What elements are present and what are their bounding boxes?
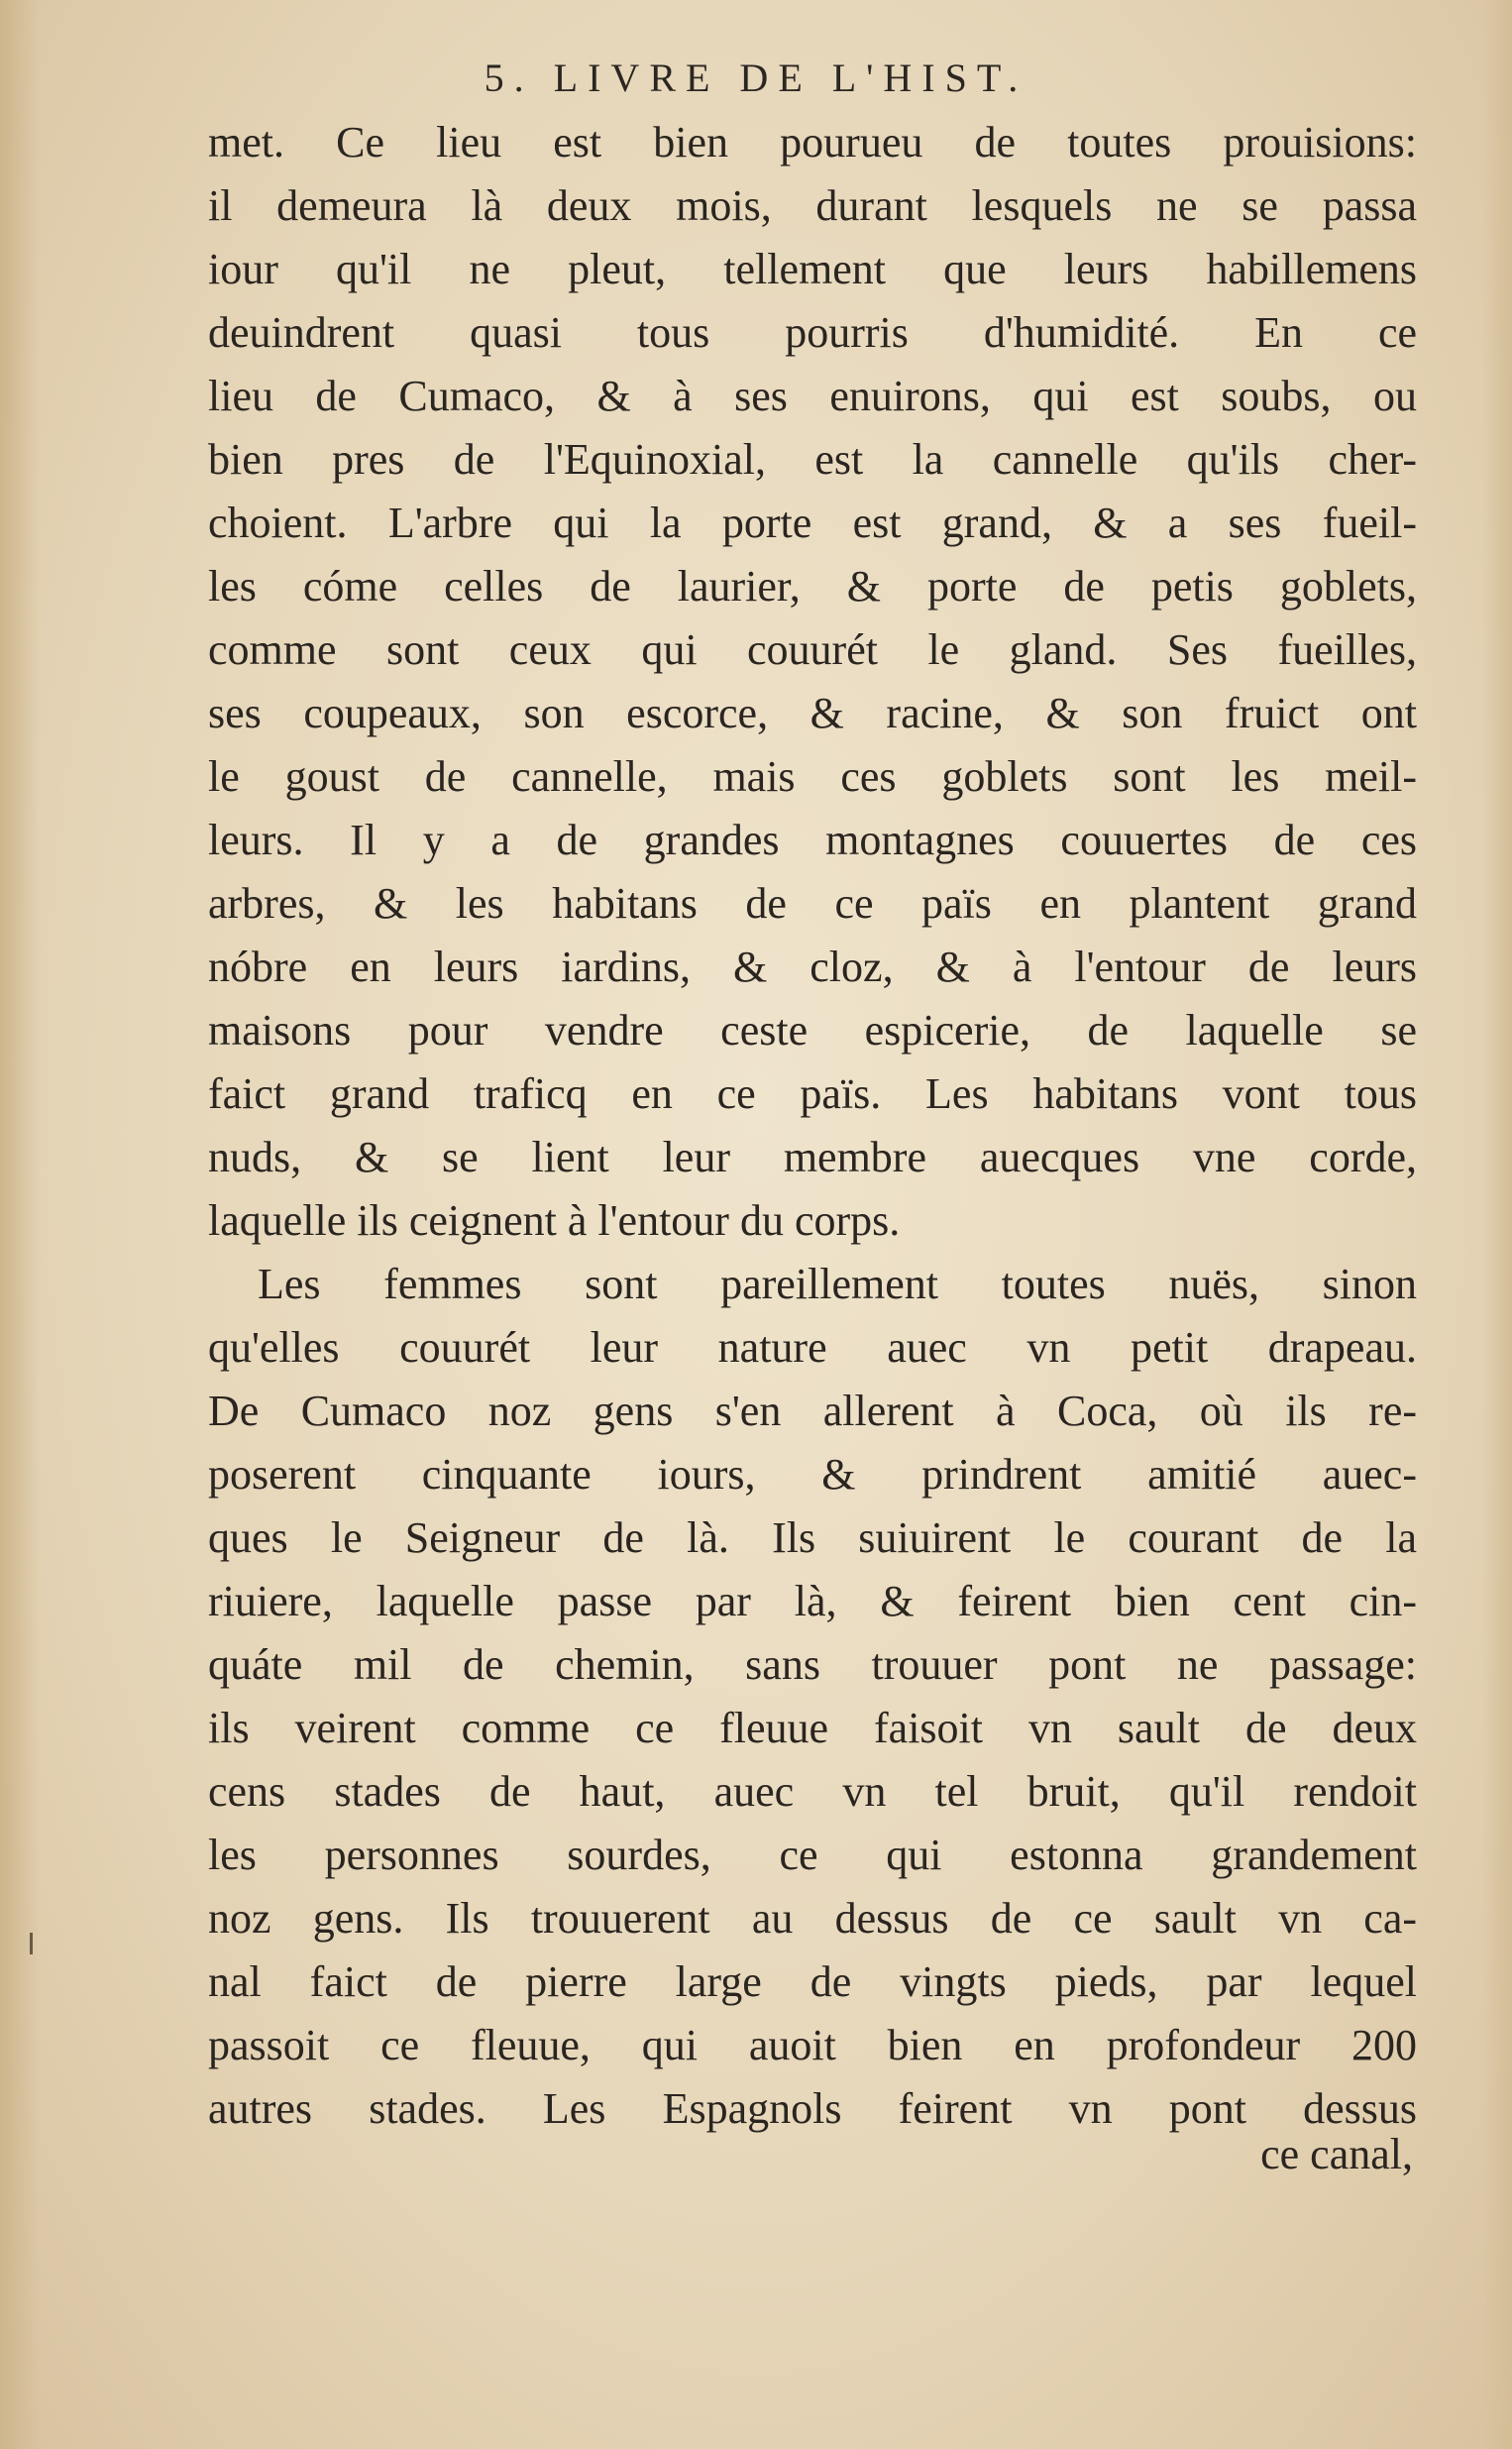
text-line: comme sont ceux qui couurét le gland. Ses fueilles, — [208, 625, 1417, 674]
text-line: maisons pour vendre ceste espicerie, de laquelle se — [208, 1006, 1417, 1055]
text-line: riuiere, laquelle passe par là, & feirent bien cent cin- — [208, 1577, 1417, 1625]
paragraph-first-line: Les femmes sont pareillement toutes nuës, sinon — [258, 1260, 1417, 1308]
text-line: bien pres de l'Equinoxial, est la cannelle qu'ils cher- — [208, 435, 1417, 484]
text-line: deuindrent quasi tous pourris d'humidité. En ce — [208, 308, 1417, 357]
text-line: cens stades de haut, auec vn tel bruit, qu'il rendoit — [208, 1767, 1417, 1816]
text-line: choient. L'arbre qui la porte est grand, & a ses fueil- — [208, 499, 1417, 547]
text-line: ques le Seigneur de là. Ils suiuirent le courant de la — [208, 1513, 1417, 1562]
text-line: nal faict de pierre large de vingts pieds, par lequel — [208, 1957, 1417, 2006]
margin-mark — [30, 1933, 33, 1954]
catchword: ce canal, — [1260, 2130, 1413, 2178]
text-line: iour qu'il ne pleut, tellement que leurs habillemens — [208, 245, 1417, 293]
text-line: arbres, & les habitans de ce païs en plantent grand — [208, 879, 1417, 928]
text-line: ils veirent comme ce fleuue faisoit vn sault de deux — [208, 1704, 1417, 1752]
text-line: il demeura là deux mois, durant lesquels ne se passa — [208, 181, 1417, 230]
text-line: passoit ce fleuue, qui auoit bien en profondeur 200 — [208, 2021, 1417, 2069]
text-line: ses coupeaux, son escorce, & racine, & son fruict ont — [208, 689, 1417, 737]
text-line: faict grand traficq en ce païs. Les habitans vont tous — [208, 1069, 1417, 1118]
text-line: nóbre en leurs iardins, & cloz, & à l'entour de leurs — [208, 943, 1417, 991]
text-line: met. Ce lieu est bien pourueu de toutes prouisions: — [208, 118, 1417, 167]
text-line: quáte mil de chemin, sans trouuer pont ne passage: — [208, 1640, 1417, 1689]
page-edge-left — [0, 0, 40, 2449]
text-line: le goust de cannelle, mais ces goblets sont les meil- — [208, 752, 1417, 801]
text-line: nuds, & se lient leur membre auecques vne corde, — [208, 1133, 1417, 1181]
text-line: leurs. Il y a de grandes montagnes couuertes de ces — [208, 816, 1417, 864]
text-line: les cóme celles de laurier, & porte de petis goblets, — [208, 562, 1417, 611]
running-head: 5. LIVRE DE L'HIST. — [484, 56, 1028, 100]
text-line: laquelle ils ceignent à l'entour du corps. — [208, 1196, 901, 1245]
page-edge-right — [1482, 0, 1512, 2449]
text-line: noz gens. Ils trouuerent au dessus de ce sault vn ca- — [208, 1894, 1417, 1943]
text-line: les personnes sourdes, ce qui estonna grandement — [208, 1831, 1417, 1879]
text-line: lieu de Cumaco, & à ses enuirons, qui est soubs, ou — [208, 372, 1417, 420]
text-line: qu'elles couurét leur nature auec vn petit drapeau. — [208, 1323, 1417, 1372]
text-line: autres stades. Les Espagnols feirent vn pont dessus — [208, 2084, 1417, 2133]
text-line: poserent cinquante iours, & prindrent amitié auec- — [208, 1450, 1417, 1499]
text-line: De Cumaco noz gens s'en allerent à Coca, où ils re- — [208, 1387, 1417, 1435]
body-text — [208, 111, 1417, 2141]
